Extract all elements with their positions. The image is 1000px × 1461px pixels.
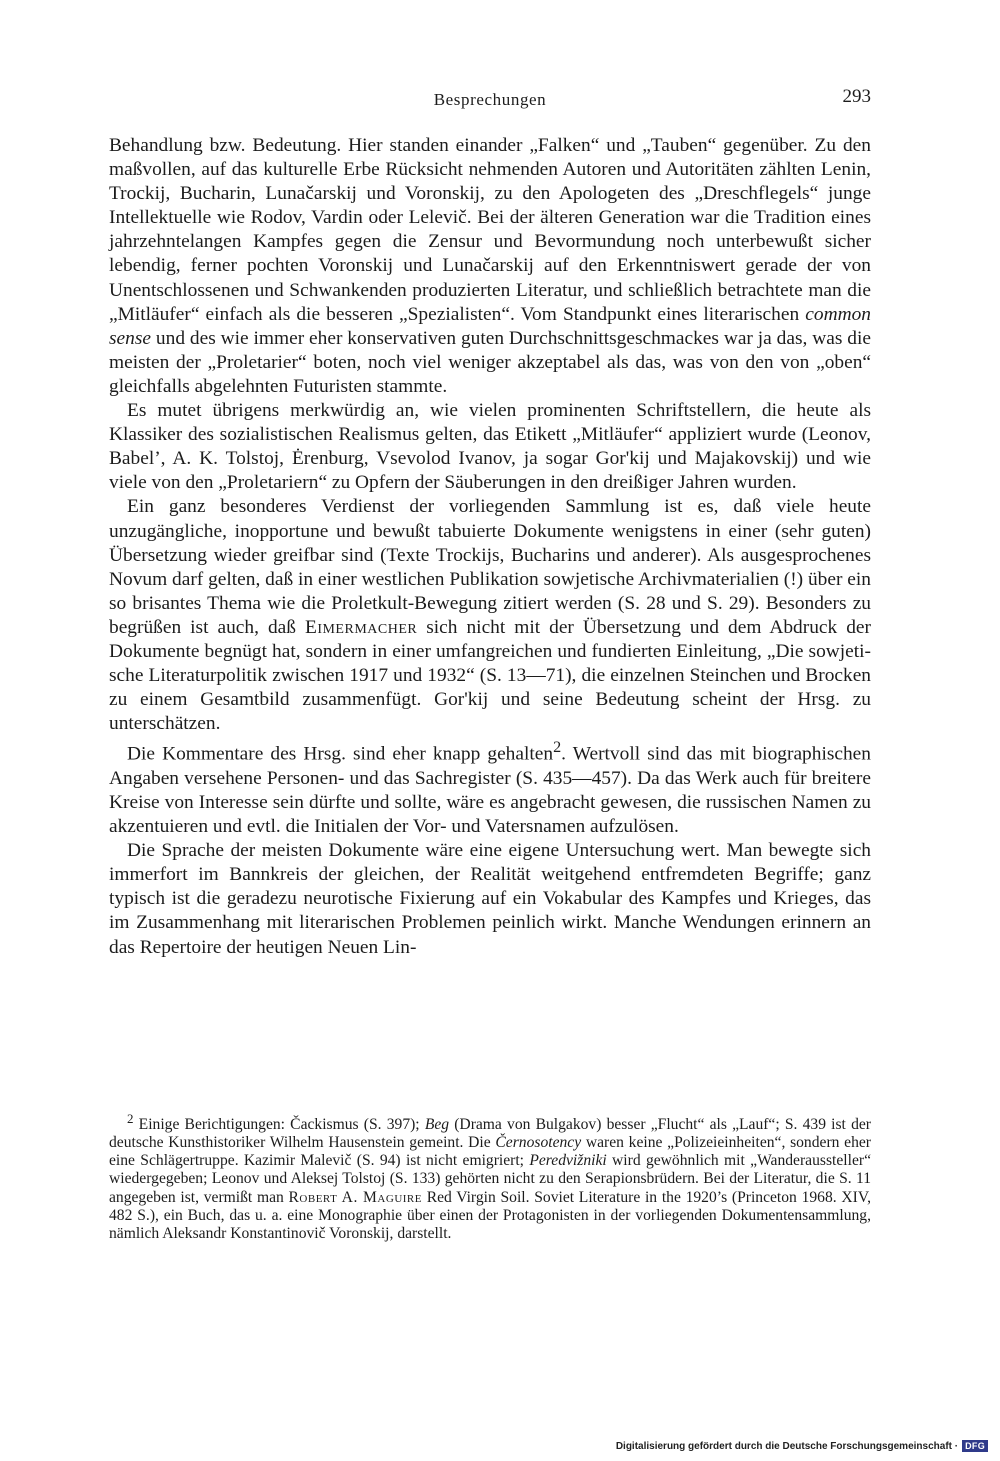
italic-term-common-sense: common sense [109, 303, 871, 349]
paragraph-3 [109, 495, 871, 736]
footnote-author-small-caps: Robert A. Maguire [288, 1188, 422, 1206]
running-title: Besprechungen [433, 90, 547, 109]
credit-text: Digitalisierung gefördert durch die Deutsche Forschungsgemeinschaft · [615, 1440, 959, 1452]
footnote-text: Einige Berichtigungen: Čackismus (S. 397); [138, 1116, 420, 1134]
digitization-credit [616, 1440, 988, 1452]
body-text [109, 134, 871, 960]
footnote-italic: Černosotency [495, 1134, 582, 1152]
footnote-reference: 2 [553, 739, 562, 757]
footnote-italic: Peredvižniki [529, 1152, 607, 1170]
paragraph-2: Es mutet übrigens merkwürdig an, wie vielen prominenten Schriftstellern, die heute als Klassiker des sozialistischen Realismus gelten, das Etikett „Mitläufer“ appliziert wurde (Leonov, Babel’, A. K. Tolstoj, Ėrenburg, Vsevolod Ivanov, ja sogar Gor'kij und Majakovskij) und wie viele von den „Proletariern“ zu Opfern der Säuberungen in den dreißiger Jahren wurden. [109, 400, 871, 494]
dfg-logo: DFG [962, 1440, 988, 1452]
author-name-small-caps: Eimermacher [304, 616, 418, 638]
footnote-text: Red Virgin Soil. Soviet Literature in the 1920’s (Princeton 1968. XIV, 482 S.), ein Buch, das u. a. eine Monographie über einen der Protagonisten in der vorliegenden Dokumentensammlung, nämlich Aleksandr Konstantinovič Voronskij, darstellt. [109, 1188, 871, 1242]
page-header [109, 86, 871, 114]
page-number: 293 [842, 86, 871, 107]
footnote-text: waren keine „Polizeieinheiten“, sondern eher eine Schlägertruppe. Kazimir Malevič (S. 94) ist nicht emigriert; [109, 1134, 871, 1170]
footnotes [109, 1110, 871, 1243]
paragraph-1-text: Behandlung bzw. Bedeutung. Hier standen einander „Falken“ und „Tauben“ gegenüber. Zu den maßvollen, auf das kulturelle Erbe Rücksicht nehmenden Autoren und Autoritäten zählten Lenin, Trockij, Bucharin, Lunačarskij und Voronskij, zu den Apologeten des „Dreschflegels“ junge Intellektuelle wie Rodov, Vardin oder Lelevič. Bei der älteren Generation war die Tradition eines jahrzehntelangen Kampfes gegen die Zensur und Bevormundung noch unterbewußt sicher lebendig, ferner pochten Voronskij und Lunačarskij auf den Erkenntniswert gerade der von Unentschlossenen und Schwankenden produzierten Literatur, und schließlich betrachtete man die „Mitläufer“ einfach als die besseren „Spezialisten“. Vom Standpunkt eines literarischen [109, 135, 871, 325]
footnote-marker: 2 [127, 1111, 134, 1126]
paragraph-3-text: Ein ganz besonderes Verdienst der vorliegenden Sammlung ist es, daß viele heute unzugängliche, inopportune und bewußt tabuierte Dokumente wenigstens in einer (sehr guten) Übersetzung wieder greifbar sind (Texte Trockijs, Bucharins und anderer). Als ausgesprochenes Novum darf gelten, daß in einer westlichen Publikation sowjetische Archivmaterialien (!) über ein so brisantes Thema wie die Proletkult-Bewegung zitiert werden (S. 28 und S. 29). Besonders zu begrüßen ist auch, daß [109, 496, 871, 638]
paragraph-5: Die Sprache der meisten Dokumente wäre eine eigene Untersuchung wert. Man bewegte sich immerfort im Bannkreis der gleichen, der Realität weitgehend entfremdeten Begriffe; ganz typisch ist die geradezu neurotische Fixierung auf ein Vokabular des Kampfes und Krieges, das im Zusammenhang mit literarischen Problemen peinlich wirkt. Manche Wendungen erinnern an das Repertoire der heutigen Neuen Lin- [109, 840, 871, 958]
paragraph-4-text-end: . Wertvoll sind das mit biographischen Angaben versehene Personen- und das Sachregister (S. 435—457). Da das Werk auch für breitere Kreise von Interesse sein dürfte und sollte, wäre es angebracht gewesen, die russischen Namen zu akzentuieren und evtl. die Initialen der Vor- und Vatersnamen aufzulösen. [109, 743, 871, 838]
footnote-text: (Drama von Bulgakov) besser „Flucht“ als „Lauf“; S. 439 ist der deutsche Kunsthistoriker Wilhelm Hausenstein gemeint. Die [109, 1116, 871, 1152]
footnote-text: wird gewöhnlich mit „Wanderaussteller“ wiedergegeben; Leonov und Aleksej Tolstoj (S. 133) gehörten nicht zu den Serapionsbrüdern. Bei der Literatur, die S. 11 angegeben ist, vermißt man [109, 1152, 871, 1206]
footnote-2 [109, 1110, 871, 1243]
paragraph-4-text: Die Kommentare des Hrsg. sind eher knapp gehalten [127, 743, 554, 765]
paragraph-1 [109, 134, 871, 399]
footnote-italic: Beg [424, 1116, 450, 1134]
paragraph-4 [109, 736, 871, 839]
paragraph-1-text-end: und des wie immer eher konservativen guten Durchschnittsgeschmackes war ja das, was die meisten der „Proletarier“ boten, noch viel weniger akzeptabel als das, was von den von „oben“ gleichfalls abgelehnten Futuristen stammte. [109, 327, 871, 397]
paragraph-3-text-end: sich nicht mit der Übersetzung und dem Abdruck der Dokumente begnügt hat, sondern in einer umfangreichen und fundierten Einleitung, „Die sowjetische Literaturpolitik zwischen 1917 und 1932“ (S. 13—71), die einzelnen Steinchen und Brocken zu einem Gesamtbild zusammenfügt. Gor'kij und seine Bedeutung scheint der Hrsg. zu unterschätzen. [109, 616, 871, 735]
